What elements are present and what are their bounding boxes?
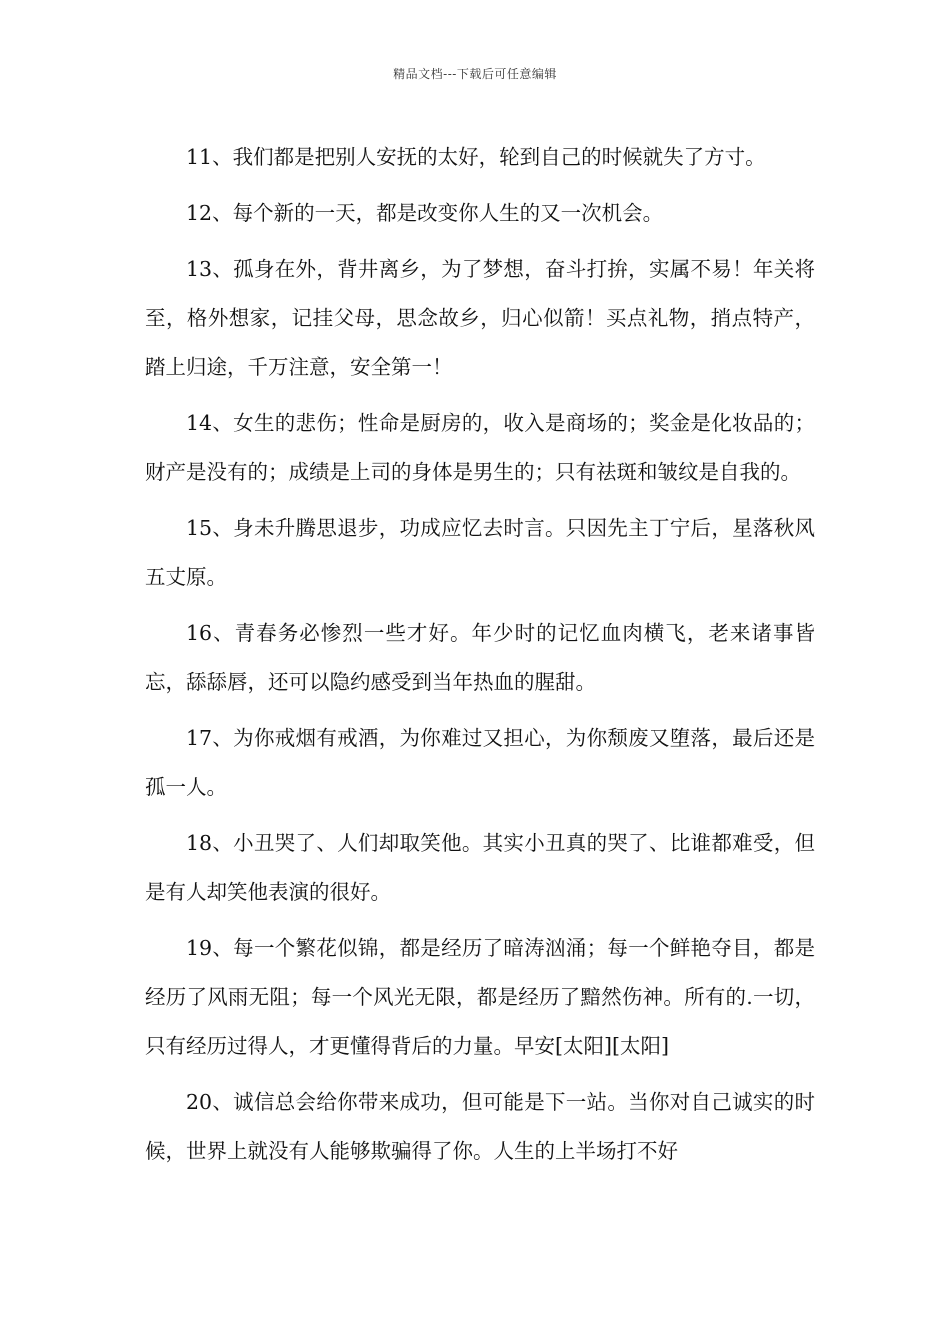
paragraph-16: 16、青春务必惨烈一些才好。年少时的记忆血肉横飞，老来诸事皆忘，舔舔唇，还可以隐约感受到当年热血的腥甜。 [145, 621, 815, 694]
paragraph-11: 11、我们都是把别人安抚的太好，轮到自己的时候就失了方寸。 [186, 145, 766, 169]
page-header: 精品文档---下载后可任意编辑 [393, 67, 557, 81]
paragraph-12: 12、每个新的一天，都是改变你人生的又一次机会。 [186, 201, 664, 225]
paragraph-19: 19、每一个繁花似锦，都是经历了暗涛汹涌；每一个鲜艳夺目，都是经历了风雨无阻；每一个风光无限，都是经历了黯然伤神。所有的.一切，只有经历过得人，才更懂得背后的力量。早安[太阳][太阳] [145, 936, 815, 1058]
paragraph-15: 15、身未升腾思退步，功成应忆去时言。只因先主丁宁后，星落秋风五丈原。 [145, 516, 815, 589]
paragraph-20: 20、诚信总会给你带来成功，但可能是下一站。当你对自己诚实的时候，世界上就没有人能够欺骗得了你。人生的上半场打不好 [145, 1090, 815, 1163]
paragraph-14: 14、女生的悲伤；性命是厨房的，收入是商场的；奖金是化妆品的；财产是没有的；成绩是上司的身体是男生的；只有祛斑和皱纹是自我的。 [145, 411, 815, 484]
paragraph-18: 18、小丑哭了、人们却取笑他。其实小丑真的哭了、比谁都难受，但是有人却笑他表演的很好。 [145, 831, 815, 904]
paragraph-13: 13、孤身在外，背井离乡，为了梦想，奋斗打拚，实属不易！年关将至，格外想家，记挂父母，思念故乡，归心似箭！买点礼物，捎点特产，踏上归途，千万注意，安全第一！ [145, 257, 815, 379]
document-body [145, 133, 815, 1183]
paragraph-17: 17、为你戒烟有戒酒，为你难过又担心，为你颓废又堕落，最后还是孤一人。 [145, 726, 815, 799]
